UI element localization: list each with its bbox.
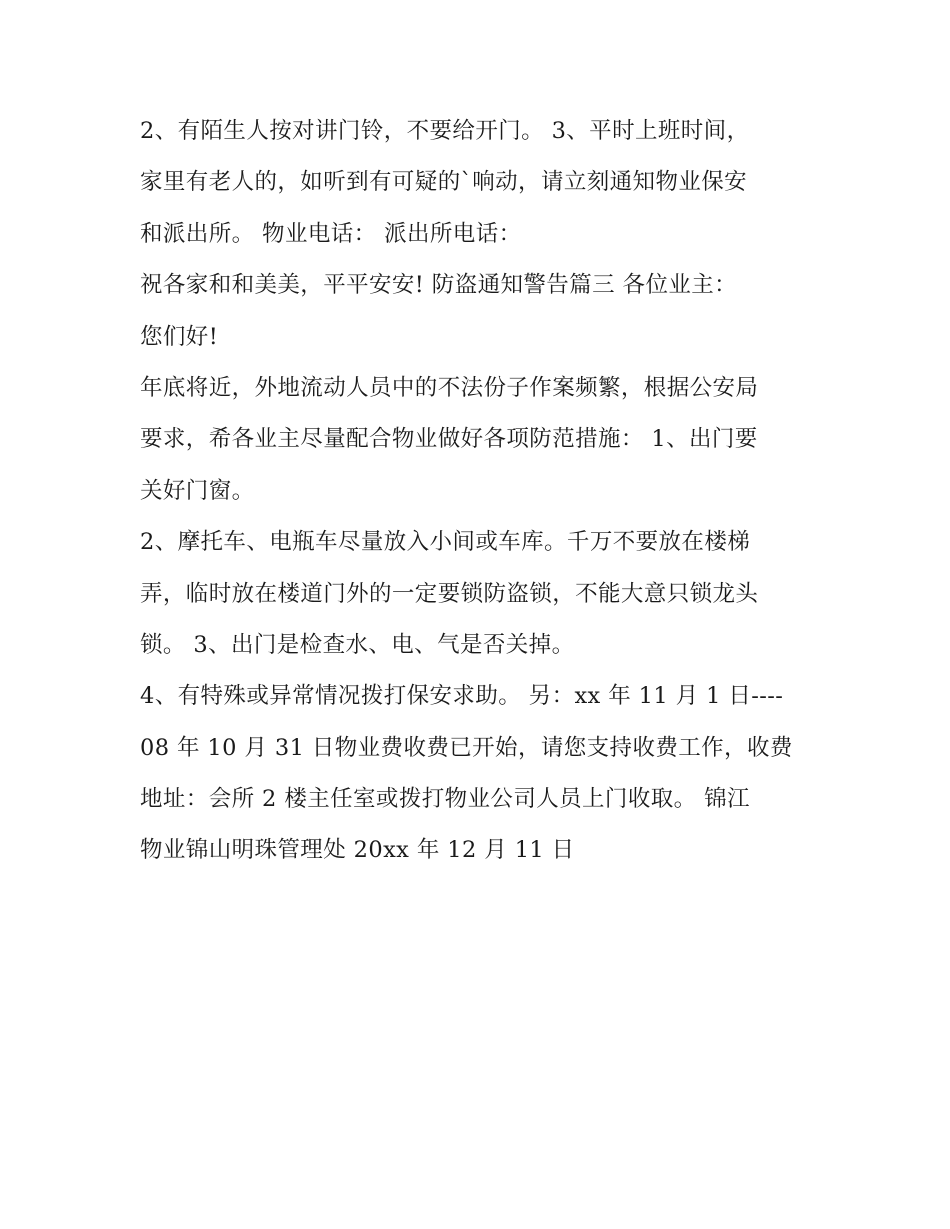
text-line: 2、有陌生人按对讲门铃，不要给开门。 3、平时上班时间， bbox=[140, 118, 750, 144]
text-line: 弄，临时放在楼道门外的一定要锁防盗锁，不能大意只锁龙头 bbox=[140, 580, 759, 607]
text-line: 年底将近，外地流动人员中的不法份子作案频繁，根据公安局 bbox=[140, 374, 759, 401]
text-line: 家里有老人的，如听到有可疑的`响动，请立刻通知物业保安 bbox=[140, 169, 748, 196]
text-line: 物业锦山明珠管理处 20xx 年 12 月 11 日 bbox=[140, 837, 575, 864]
text-line: 4、有特殊或异常情况拨打保安求助。 另：xx 年 11 月 1 日---- bbox=[140, 683, 784, 710]
text-line: 关好门窗。 bbox=[140, 477, 255, 504]
text-line: 要求，希各业主尽量配合物业做好各项防范措施： 1、出门要 bbox=[140, 426, 758, 453]
text-line: 地址：会所 2 楼主任室或拨打物业公司人员上门收取。 锦江 bbox=[140, 786, 750, 813]
text-line: 祝各家和和美美，平平安安! 防盗通知警告篇三 各位业主： bbox=[140, 272, 738, 299]
text-line: 2、摩托车、电瓶车尽量放入小间或车库。千万不要放在楼梯 bbox=[140, 529, 751, 556]
text-line: 08 年 10 月 31 日物业费收费已开始，请您支持收费工作，收费 bbox=[140, 734, 793, 761]
document-body bbox=[140, 106, 820, 877]
text-line: 锁。 3、出门是检查水、电、气是否关掉。 bbox=[140, 631, 575, 658]
text-line: 和派出所。 物业电话： 派出所电话： bbox=[140, 220, 522, 247]
text-line: 您们好! bbox=[140, 323, 219, 350]
